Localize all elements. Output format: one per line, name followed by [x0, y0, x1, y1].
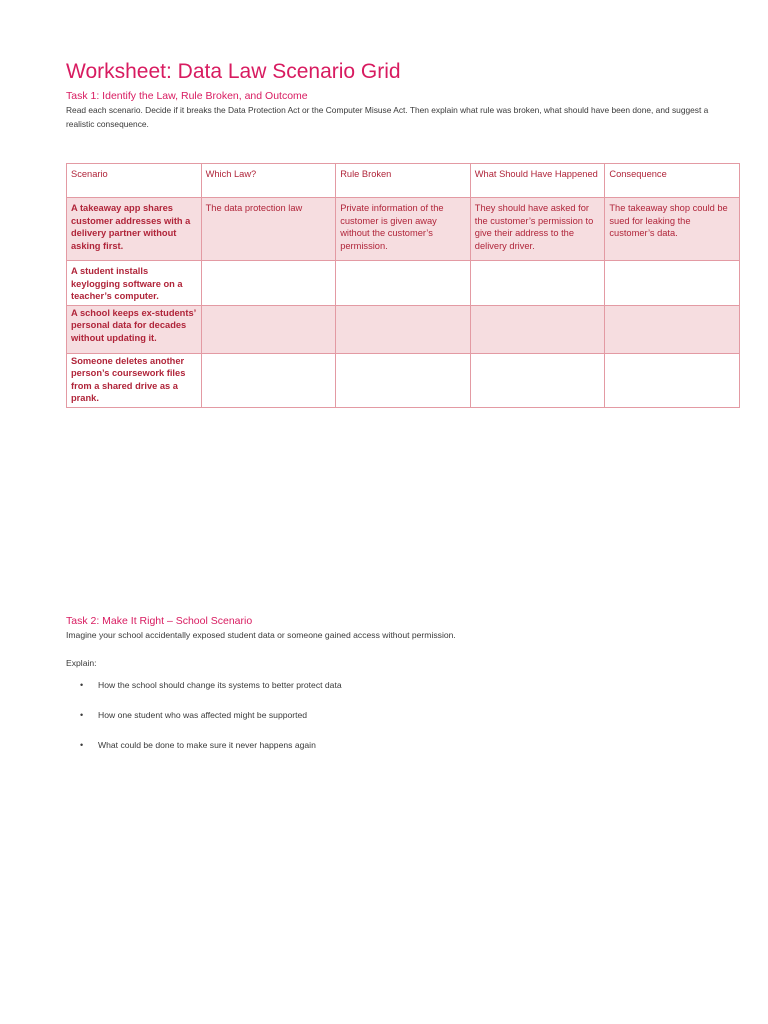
- list-item: [66, 708, 740, 722]
- should-have-happened-cell[interactable]: [470, 305, 605, 353]
- task2-heading: Task 2: Make It Right – School Scenario: [66, 615, 253, 627]
- explain-label: Explain:: [66, 658, 97, 668]
- should-have-happened-cell[interactable]: They should have asked for the customer’s permission to give their address to the delivery driver.: [470, 198, 605, 261]
- task2-intro: Imagine your school accidentally exposed student data or someone gained access without permission.: [66, 630, 456, 640]
- bullet-icon: •: [80, 710, 84, 720]
- table-row: [67, 305, 740, 353]
- should-have-happened-cell[interactable]: [470, 261, 605, 306]
- scenario-grid: [66, 163, 740, 408]
- rule-broken-cell[interactable]: Private information of the customer is given away without the customer’s permission.: [336, 198, 471, 261]
- list-item: [66, 678, 740, 692]
- rule-broken-cell[interactable]: [336, 261, 471, 306]
- column-header-consequence: Consequence: [605, 164, 740, 198]
- scenario-cell: Someone deletes another person’s coursework files from a shared drive as a prank.: [67, 353, 202, 407]
- column-header-which-law: Which Law?: [201, 164, 336, 198]
- table-row: [67, 198, 740, 261]
- worksheet-page: [66, 58, 740, 750]
- consequence-cell[interactable]: [605, 305, 740, 353]
- list-item: [66, 738, 740, 752]
- table-row: [67, 261, 740, 306]
- which-law-cell[interactable]: [201, 353, 336, 407]
- bullet-icon: •: [80, 680, 84, 690]
- column-header-rule-broken: Rule Broken: [336, 164, 471, 198]
- table-row: [67, 353, 740, 407]
- rule-broken-cell[interactable]: [336, 305, 471, 353]
- scenario-cell: A school keeps ex-students’ personal data for decades without updating it.: [67, 305, 202, 353]
- task1-instructions: Read each scenario. Decide if it breaks the Data Protection Act or the Computer Misuse Act. Then explain what rule was broken, what should have been done, and suggest a realistic consequence.: [66, 105, 709, 129]
- grid-header-row: [67, 164, 740, 198]
- which-law-cell[interactable]: [201, 305, 336, 353]
- column-header-what-should-have-happened: What Should Have Happened: [470, 164, 605, 198]
- which-law-cell[interactable]: [201, 261, 336, 306]
- bullet-icon: •: [80, 740, 84, 750]
- task2-section: [66, 614, 740, 768]
- list-item-text: How the school should change its systems to better protect data: [98, 680, 342, 690]
- scenario-cell: A student installs keylogging software on a teacher’s computer.: [67, 261, 202, 306]
- task1-heading: Task 1: Identify the Law, Rule Broken, and Outcome: [66, 90, 308, 102]
- scenario-cell: A takeaway app shares customer addresses with a delivery partner without asking first.: [67, 198, 202, 261]
- rule-broken-cell[interactable]: [336, 353, 471, 407]
- list-item-text: What could be done to make sure it never happens again: [98, 740, 316, 750]
- explain-list: [66, 678, 740, 752]
- list-item-text: How one student who was affected might be supported: [98, 710, 308, 720]
- page-title: Worksheet: Data Law Scenario Grid: [66, 60, 401, 83]
- consequence-cell[interactable]: The takeaway shop could be sued for leaking the customer’s data.: [605, 198, 740, 261]
- column-header-scenario: Scenario: [67, 164, 202, 198]
- should-have-happened-cell[interactable]: [470, 353, 605, 407]
- which-law-cell[interactable]: The data protection law: [201, 198, 336, 261]
- consequence-cell[interactable]: [605, 353, 740, 407]
- consequence-cell[interactable]: [605, 261, 740, 306]
